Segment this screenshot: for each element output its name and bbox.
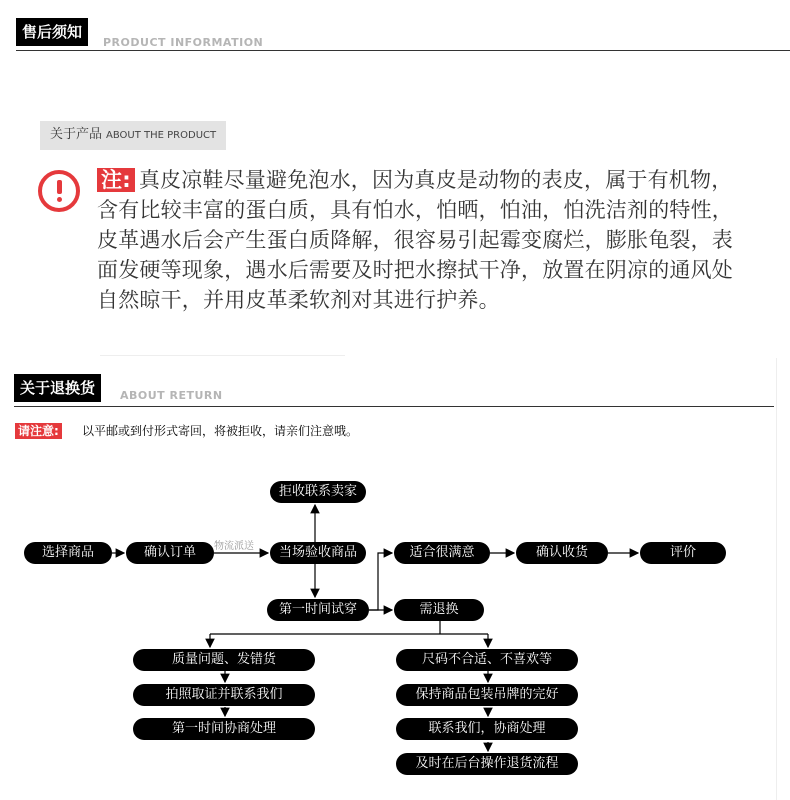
node-need-return: 需退换 (394, 599, 484, 621)
node-confirm: 确认订单 (126, 542, 214, 564)
node-satisfied: 适合很满意 (394, 542, 490, 564)
about-product-label-en: ABOUT THE PRODUCT (106, 130, 217, 141)
returns-subtitle: ABOUT RETURN (120, 389, 223, 402)
node-contact: 联系我们，协商处理 (396, 718, 578, 740)
after-sales-title: 售后须知 (16, 18, 88, 46)
node-keep-pack: 保持商品包装吊牌的完好 (396, 684, 578, 706)
edge-label-shipping: 物流派送 (214, 541, 254, 552)
rule-text: 以平邮或到付形式寄回，将被拒收，请亲们注意哦。 (82, 424, 359, 438)
notice-lead: 注: (97, 168, 135, 192)
rule-tag: 请注意: (15, 423, 62, 439)
notice-text: 真皮凉鞋尽量避免泡水，因为真皮是动物的表皮，属于有机物，含有比较丰富的蛋白质，具有怕水，怕晒，怕油，怕洗洁剂的特性，皮革遇水后会产生蛋白质降解，很容易引起霉变腐烂，膨胀龟裂，表面发硬等现象，遇水后需要及时把水擦拭干净，放置在阴凉的通风处自然晾干，并用皮革柔软剂对其进行护养。 (97, 168, 733, 312)
node-photo: 拍照取证并联系我们 (133, 684, 315, 706)
node-negotiate-left: 第一时间协商处理 (133, 718, 315, 740)
node-size: 尺码不合适、不喜欢等 (396, 649, 578, 671)
returns-title: 关于退换货 (14, 374, 101, 402)
node-try-on: 第一时间试穿 (267, 599, 369, 621)
node-receive: 确认收货 (516, 542, 608, 564)
node-review: 评价 (640, 542, 726, 564)
node-quality: 质量问题、发错货 (133, 649, 315, 671)
node-select: 选择商品 (24, 542, 112, 564)
node-reject: 拒收联系卖家 (270, 481, 366, 503)
after-sales-subtitle: PRODUCT INFORMATION (103, 36, 264, 49)
node-backend: 及时在后台操作退货流程 (396, 753, 578, 775)
about-product-label: 关于产品 (50, 127, 103, 142)
node-inspect: 当场验收商品 (270, 542, 366, 564)
